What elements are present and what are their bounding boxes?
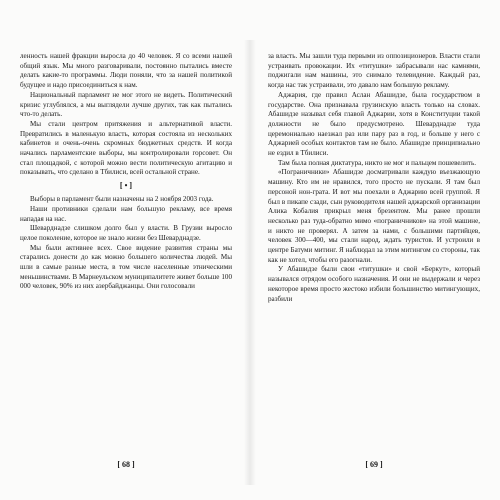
left-paragraph-3: Мы стали центром притяжения и альтернативой власти. Превратились в маленькую власть, которая состояла из нескольких кабинетов и очень-очень скромных бюджетных средств. И когда начались парламентские выборы, мы контролировали горсовет. Он стал площадкой, с которой можно вести политическую агитацию и показывать, что сделано в Тбилиси, всей остальной стране. (20, 119, 232, 177)
left-page-text (20, 52, 232, 292)
left-paragraph-1: ленность нашей фракции выросла до 40 человек. Я со всеми нашей общий язык. Мы много разговаривали, постоянно пытались вместе делать какие-то программы. Люди поняли, что за нашей политикой будущее и надо присоединиться к нам. (20, 52, 232, 90)
left-paragraph-2: Национальный парламент не мог этого не видеть. Политический кризис углублялся, а мы выглядели лучше других, так как пытались что-то делать. (20, 90, 232, 119)
book-gutter (244, 40, 256, 485)
left-paragraph-6: Шеварднадзе слишком долго был у власти. В Грузии выросло целое поколение, которое не знало жизни без Шеварднадзе. (20, 224, 232, 242)
right-page (268, 52, 480, 472)
right-paragraph-1: за власть. Мы зашли туда первыми из оппозиционеров. Власти стали устраивать провокации. Их «титушки» забрасывали нас камнями, поджигали нам машины, это снимало телевидение. Каждый раз, когда нас так устраивали, это давало нам большую рекламу. (268, 52, 480, 90)
right-paragraph-3: Там была полная диктатура, никто не мог и пальцем пошевелить. (278, 158, 477, 167)
page-number-left: [ 68 ] (117, 460, 135, 469)
left-page (20, 52, 232, 472)
left-paragraph-4: Выборы в парламент были назначены на 2 ноября 2003 года. (30, 195, 214, 204)
section-separator: [ • ] (119, 181, 133, 191)
right-page-text (268, 52, 480, 304)
left-paragraph-7: Мы были активнее всех. Свое видение развития страны мы старались донести до как можно большего количества людей. Мы шли в самые разные места, в том числе населенные этническими меньшинствами. В Марнеульском муниципалитете живет больше 100 000 человек, 90% из них азербайджанцы. Они голосовали (20, 243, 232, 291)
right-paragraph-2: Аджария, где правил Аслан Абашидзе, была государством в государстве. Она признавала грузинскую власть только на словах. Абашидзе называл себя главой Аджарии, хотя в Конституции такой должности не было предусмотрено. Шеварднадзе туда церемониально наезжал раз или пару раз в год, и больше у него с Аджарией особых контактов там не было. Абашидзе принципиально не ездил в Тбилиси. (268, 90, 480, 158)
page-number-right: [ 69 ] (365, 460, 383, 469)
left-paragraph-5: Наши противники сделали нам большую рекламу, все время нападая на нас. (20, 204, 232, 223)
right-paragraph-5: У Абашидзе были свои «титушки» и свой «Беркут», который назывался отрядом особого назначения. И они не выдержали и через некоторое время просто жестоко избили большинство митингующих, разбили (268, 265, 480, 303)
right-paragraph-4: «Пограничники» Абашидзе досматривали каждую въезжающую машину. Кто им не нравился, того просто не пускали. Я там был персоной нон-грата. И вот мы поехали в Аджарию всей группой. Я был в пикапе сзади, сын руководителя нашей аджарской организации Алика Кобалия прикрыл меня брезентом. Мы ранее прошли несколько раз туда-обратно мимо «пограничников» на этой машине, и никто не проверял. А затем за нами, с большими партийцев, человек 300—400, мы стали народ, ждать туристов. И устроили в центре Батуми митинг. Я наблюдал за этим митингом со стороны, так как не хотел, чтобы его разогнали. (268, 168, 480, 264)
